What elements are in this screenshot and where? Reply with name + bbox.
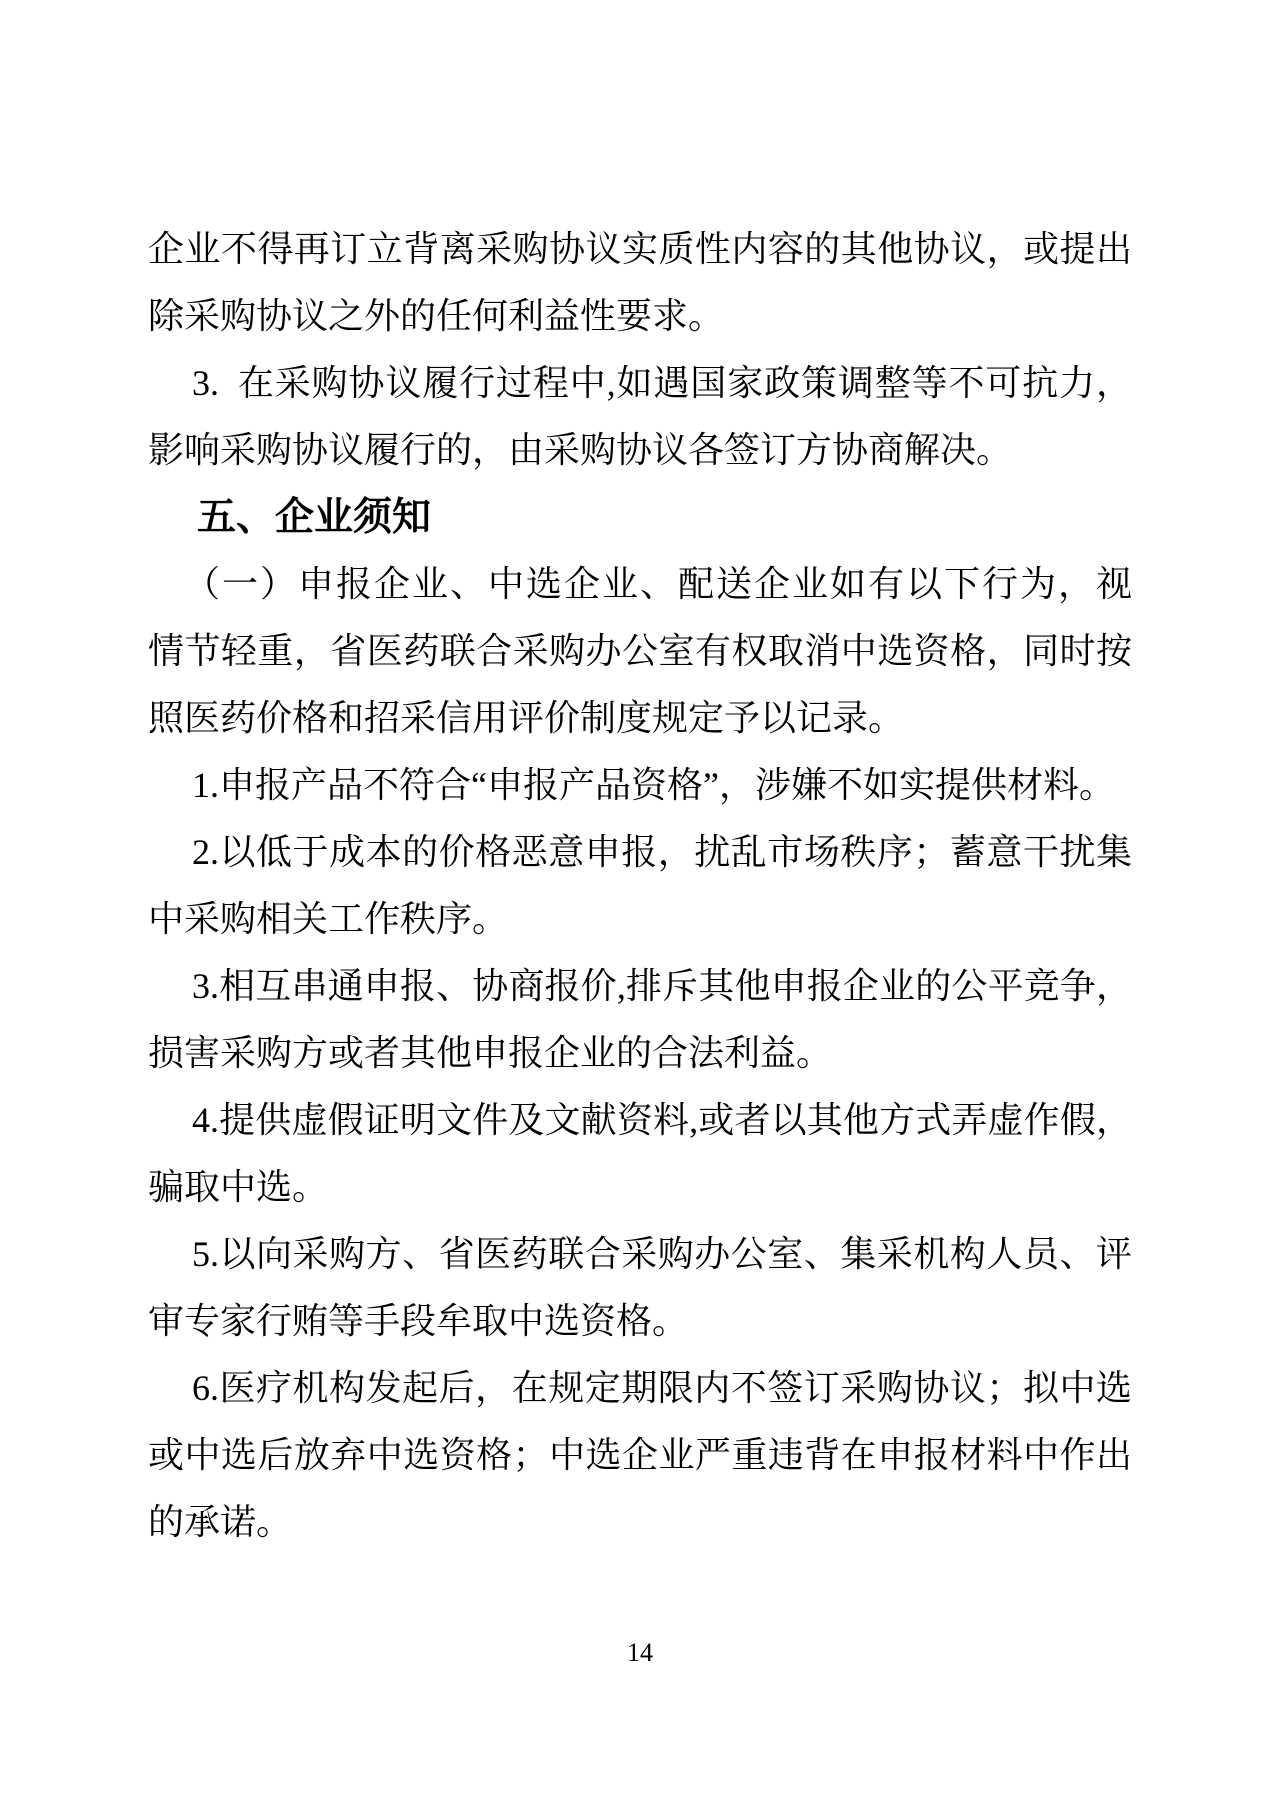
text-line: 1.申报产品不符合“申报产品资格”，涉嫌不如实提供材料。: [192, 765, 1115, 805]
text-line: 除采购协议之外的任何利益性要求。: [148, 296, 725, 336]
text-line: 4.提供虚假证明文件及文献资料,或者以其他方式弄虚作假，: [192, 1100, 1132, 1140]
text-line: 或中选后放弃中选资格；中选企业严重违背在申报材料中作出: [148, 1435, 1132, 1475]
text-line: 损害采购方或者其他申报企业的合法利益。: [148, 1033, 833, 1073]
text-line: 审专家行贿等手段牟取中选资格。: [148, 1301, 689, 1341]
text-line: 的承诺。: [148, 1502, 293, 1542]
section-heading: 五、企业须知: [197, 496, 432, 539]
text-line: 3.相互串通申报、协商报价,排斥其他申报企业的公平竞争，: [192, 966, 1132, 1006]
text-line: 照医药价格和招采信用评价制度规定予以记录。: [148, 698, 905, 738]
page-number: 14: [627, 1638, 653, 1667]
text-line: 中采购相关工作秩序。: [148, 899, 509, 939]
text-line: 影响采购协议履行的，由采购协议各签订方协商解决。: [148, 430, 1013, 470]
text-line: 情节轻重，省医药联合采购办公室有权取消中选资格，同时按: [148, 631, 1132, 671]
text-line: 5.以向采购方、省医药联合采购办公室、集采机构人员、评: [192, 1234, 1132, 1274]
text-line: 骗取中选。: [148, 1167, 329, 1207]
text-line: 6.医疗机构发起后，在规定期限内不签订采购协议；拟中选: [192, 1368, 1132, 1408]
text-line: 2.以低于成本的价格恶意申报，扰乱市场秩序；蓄意干扰集: [192, 832, 1132, 872]
text-line: （一）申报企业、中选企业、配送企业如有以下行为，视: [184, 564, 1132, 604]
text-line: 企业不得再订立背离采购协议实质性内容的其他协议，或提出: [148, 229, 1132, 269]
document-body: [148, 216, 1132, 1556]
text-line: 3. 在采购协议履行过程中,如遇国家政策调整等不可抗力，: [192, 363, 1132, 403]
